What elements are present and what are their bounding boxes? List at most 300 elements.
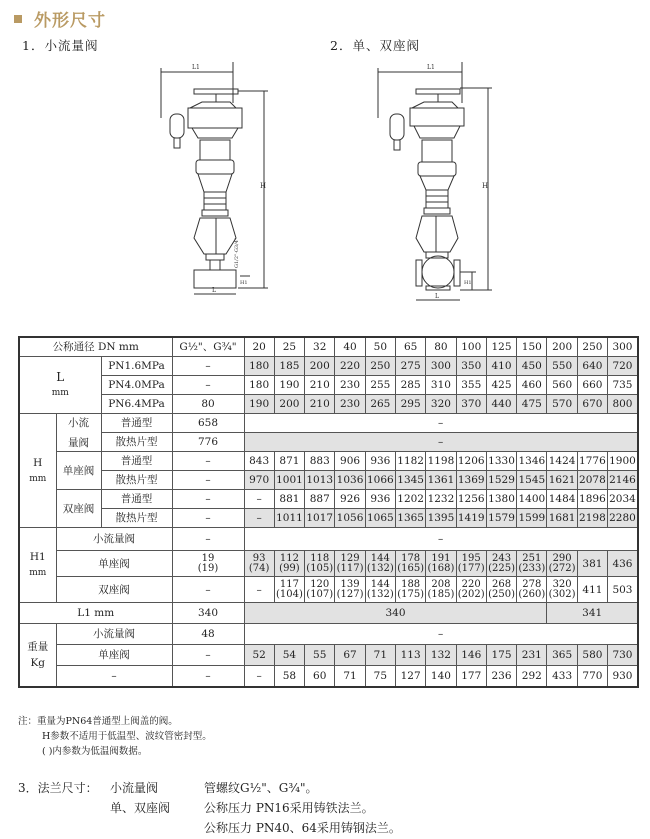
thread-cell: 340 (172, 603, 244, 624)
value-cell: 871 (274, 452, 304, 471)
value-cell: – (244, 490, 274, 509)
value-cell: 113 (395, 645, 425, 666)
value-cell: 185 (274, 357, 304, 376)
thread-cell: – (172, 528, 244, 551)
value-cell: 1202 (395, 490, 425, 509)
value-low-temp: (117) (336, 562, 364, 574)
type-label: 普通型 (101, 414, 172, 433)
value-cell (244, 551, 274, 577)
type-label: 单座阀 (56, 645, 172, 666)
header-dn: 80 (426, 337, 456, 357)
value-cell: 670 (577, 395, 607, 414)
value-cell: 411 (577, 577, 607, 603)
figure-2-label: 2．单、双座阀 (330, 38, 420, 53)
value-cell: 1365 (395, 509, 425, 528)
table-row (19, 551, 638, 577)
header-dn: 25 (274, 337, 304, 357)
value-cell (486, 577, 516, 603)
value-cell: 275 (395, 357, 425, 376)
l1-label: L1 mm (19, 603, 172, 624)
value-main: 120 (310, 578, 330, 590)
h-group-label (19, 414, 56, 528)
value-cell: 1182 (395, 452, 425, 471)
table-row (19, 624, 638, 645)
thread-cell: – (172, 509, 244, 528)
value-cell: 1380 (486, 490, 516, 509)
value-cell: 180 (244, 357, 274, 376)
value-low-temp: (105) (306, 562, 334, 574)
type-label: – (56, 666, 172, 687)
value-cell: 2146 (608, 471, 638, 490)
svg-text:L: L (435, 293, 439, 300)
value-low-temp: (233) (518, 562, 546, 574)
value-cell: 1232 (426, 490, 456, 509)
value-cell (274, 577, 304, 603)
pn-label: PN6.4MPa (101, 395, 172, 414)
thread-cell: – (172, 357, 244, 376)
value-cell: 936 (365, 452, 395, 471)
value-cell: 1330 (486, 452, 516, 471)
value-cell: 1206 (456, 452, 486, 471)
value-cell (395, 551, 425, 577)
flange-row (18, 818, 401, 838)
type-label: 小流量阀 (56, 528, 172, 551)
value-cell: 770 (577, 666, 607, 687)
value-cell: 365 (547, 645, 577, 666)
value-cell: 180 (244, 376, 274, 395)
value-cell: 1065 (365, 509, 395, 528)
value-cell (365, 577, 395, 603)
svg-text:L: L (212, 287, 216, 294)
header-dn: 40 (335, 337, 365, 357)
value-main: 320 (552, 578, 572, 590)
value-cell: – (244, 666, 274, 687)
value-cell (335, 551, 365, 577)
span-cell: – (244, 528, 638, 551)
pn-label: PN1.6MPa (101, 357, 172, 376)
value-main: 243 (491, 552, 512, 564)
thread-cell: – (172, 490, 244, 509)
flange-desc: 公称压力 PN40、64采用铸钢法兰。 (204, 821, 401, 835)
value-cell: 381 (577, 551, 607, 577)
value-cell: 300 (426, 357, 456, 376)
table-row (19, 452, 638, 471)
thread-cell (172, 551, 244, 577)
value-cell: 350 (456, 357, 486, 376)
value-cell: 1484 (547, 490, 577, 509)
value-cell (335, 577, 365, 603)
thread-cell: 776 (172, 433, 244, 452)
flange-desc: 公称压力 PN16采用铸铁法兰。 (204, 801, 374, 815)
h-unit: mm (29, 473, 47, 484)
header-thread: G½"、G¾" (172, 337, 244, 357)
svg-text:L1: L1 (427, 64, 435, 71)
weight-label: 重量 (27, 640, 49, 653)
value-cell (274, 551, 304, 577)
value-cell: 1346 (517, 452, 547, 471)
header-dn: 200 (547, 337, 577, 357)
value-cell: 887 (305, 490, 335, 509)
value-cell (395, 577, 425, 603)
svg-text:G1/2"·G3/4": G1/2"·G3/4" (234, 237, 240, 268)
note-line: H参数不适用于低温型、波纹管密封型。 (42, 731, 212, 742)
value-cell: 1256 (456, 490, 486, 509)
value-main: 251 (522, 552, 542, 564)
value-low-temp: (74) (248, 562, 270, 574)
value-cell (456, 551, 486, 577)
table-notes (18, 714, 212, 759)
value-cell: 1198 (426, 452, 456, 471)
value-cell: 210 (305, 395, 335, 414)
small-flow-valve-drawing (150, 58, 290, 318)
value-low-temp: (175) (397, 588, 425, 600)
value-cell: 200 (274, 395, 304, 414)
value-cell: 1900 (608, 452, 638, 471)
flange-row (18, 798, 401, 818)
type-label: 散热片型 (101, 509, 172, 528)
table-header-row (19, 337, 638, 357)
value-cell: 236 (486, 666, 516, 687)
table-row (19, 357, 638, 376)
value-cell: 2078 (577, 471, 607, 490)
value-cell: 660 (577, 376, 607, 395)
value-cell: 55 (305, 645, 335, 666)
value-cell: 190 (274, 376, 304, 395)
value-cell (305, 551, 335, 577)
single-seat-label: 单座阀 (56, 452, 101, 490)
section-title (14, 6, 106, 31)
section-title-text: 外形尺寸 (34, 11, 106, 31)
value-cell: 230 (335, 395, 365, 414)
double-seat-label: 双座阀 (56, 490, 101, 528)
flange-section (18, 778, 401, 838)
weight-group-label (19, 624, 56, 687)
single-double-seat-valve-drawing (372, 58, 512, 318)
value-cell: 1017 (305, 509, 335, 528)
value-cell: 54 (274, 645, 304, 666)
value-cell: 71 (335, 666, 365, 687)
value-cell: 640 (577, 357, 607, 376)
table-row (19, 603, 638, 624)
value-cell: 1400 (517, 490, 547, 509)
span-cell: – (244, 433, 638, 452)
value-cell: 906 (335, 452, 365, 471)
value-cell: 1056 (335, 509, 365, 528)
value-cell: 1066 (365, 471, 395, 490)
value-cell: 1424 (547, 452, 577, 471)
value-cell: 1369 (456, 471, 486, 490)
small-flow-label-2: 量阀 (68, 436, 89, 449)
table-row (19, 414, 638, 433)
svg-text:H1: H1 (240, 280, 248, 286)
type-label: 散热片型 (101, 433, 172, 452)
value-cell (305, 577, 335, 603)
value-cell: 295 (395, 395, 425, 414)
value-main: 144 (370, 578, 390, 590)
value-cell: 1681 (547, 509, 577, 528)
header-dn: 150 (517, 337, 547, 357)
value-cell: 210 (305, 376, 335, 395)
svg-text:L1: L1 (192, 64, 200, 71)
value-cell: 265 (365, 395, 395, 414)
value-cell: 1013 (305, 471, 335, 490)
value-low-temp: (104) (276, 588, 303, 600)
small-flow-label (56, 414, 101, 452)
note-line: ( )内参数为低温阀数据。 (42, 746, 148, 757)
value-low-temp: (127) (336, 588, 364, 600)
value-cell: 200 (305, 357, 335, 376)
type-label: 小流量阀 (56, 624, 172, 645)
value-low-temp: (99) (279, 562, 300, 574)
value-cell: 1621 (547, 471, 577, 490)
value-low-temp: (272) (548, 562, 576, 574)
value-low-temp: (168) (427, 562, 455, 574)
value-cell: 503 (608, 577, 638, 603)
value-cell: 1011 (274, 509, 304, 528)
value-cell: 71 (365, 645, 395, 666)
flange-title: 3．法兰尺寸： (18, 781, 98, 795)
h1-group-label (19, 528, 56, 603)
thread-cell: 658 (172, 414, 244, 433)
thread-cell: 80 (172, 395, 244, 414)
value-cell: 550 (547, 357, 577, 376)
value-cell: 425 (486, 376, 516, 395)
value-cell: 730 (608, 645, 638, 666)
value-cell: 475 (517, 395, 547, 414)
thread-cell: – (172, 577, 244, 603)
value-cell: 2280 (608, 509, 638, 528)
value-low-temp: (202) (457, 588, 485, 600)
value-cell: 310 (426, 376, 456, 395)
h1-label: H1 (29, 551, 46, 563)
table-row (19, 577, 638, 603)
value-cell: 433 (547, 666, 577, 687)
value-cell: 1896 (577, 490, 607, 509)
table-row (19, 395, 638, 414)
flange-type (110, 818, 204, 838)
value-cell (547, 551, 577, 577)
value-cell: 410 (486, 357, 516, 376)
value-cell: 250 (365, 357, 395, 376)
thread-cell: – (172, 645, 244, 666)
flange-type: 单、双座阀 (110, 801, 171, 815)
square-bullet-icon (14, 15, 22, 23)
value-cell: 883 (305, 452, 335, 471)
value-cell (426, 577, 456, 603)
value-cell: 440 (486, 395, 516, 414)
value-main: 268 (491, 578, 512, 590)
svg-text:H1: H1 (464, 280, 472, 286)
value-low-temp: (260) (518, 588, 546, 600)
value-cell: 231 (517, 645, 547, 666)
type-label: 普通型 (101, 490, 172, 509)
value-cell: 1036 (335, 471, 365, 490)
value-cell: 1579 (486, 509, 516, 528)
value-main: 278 (522, 578, 542, 590)
value-low-temp: (302) (548, 588, 576, 600)
value-low-temp: (185) (427, 588, 455, 600)
value-low-temp: (132) (366, 588, 394, 600)
l-label: L (56, 370, 65, 384)
type-label: 单座阀 (56, 551, 172, 577)
table-row (19, 433, 638, 452)
value-main: 195 (461, 552, 481, 564)
type-label: 双座阀 (56, 577, 172, 603)
header-dn: 50 (365, 337, 395, 357)
value-low-temp: (132) (366, 562, 394, 574)
value-cell: 140 (426, 666, 456, 687)
value-cell: 2198 (577, 509, 607, 528)
span-cell: – (244, 624, 638, 645)
h1-unit: mm (29, 568, 47, 578)
value-cell: 58 (274, 666, 304, 687)
thread-cell: – (172, 376, 244, 395)
value-cell (486, 551, 516, 577)
header-dn: 65 (395, 337, 425, 357)
thread-cell: – (172, 666, 244, 687)
value-cell: 220 (335, 357, 365, 376)
value-cell: 255 (365, 376, 395, 395)
table-row (19, 376, 638, 395)
value-cell: 355 (456, 376, 486, 395)
value-cell (517, 551, 547, 577)
value-main: 208 (431, 578, 451, 590)
thread-cell: – (172, 452, 244, 471)
value-cell: 292 (517, 666, 547, 687)
value-cell: 132 (426, 645, 456, 666)
svg-text:H: H (260, 182, 267, 190)
value-main: 112 (279, 552, 299, 564)
thread-cell: 48 (172, 624, 244, 645)
value-cell: 1529 (486, 471, 516, 490)
value-main: 118 (310, 552, 330, 564)
value-cell: 720 (608, 357, 638, 376)
value-cell: 1545 (517, 471, 547, 490)
value-main: 178 (401, 552, 421, 564)
thread-cell: – (172, 471, 244, 490)
value-cell: 177 (456, 666, 486, 687)
value-cell: 970 (244, 471, 274, 490)
l-unit: mm (51, 388, 69, 398)
small-flow-label-1: 小流 (68, 416, 89, 429)
value-cell (547, 577, 577, 603)
header-dn: 100 (456, 337, 486, 357)
value-cell: 320 (426, 395, 456, 414)
value-cell: 60 (305, 666, 335, 687)
value-main: 290 (552, 552, 572, 564)
h-label: H (33, 456, 43, 469)
note-line: 注：重量为PN64普通型上阀盖的阀。 (18, 716, 178, 727)
pn-label: PN4.0MPa (101, 376, 172, 395)
value-cell: 370 (456, 395, 486, 414)
value-main: 220 (461, 578, 481, 590)
flange-type: 小流量阀 (110, 781, 159, 795)
value-cell: 67 (335, 645, 365, 666)
value-low-temp: (250) (488, 588, 515, 600)
value-low-temp: (107) (306, 588, 334, 600)
value-cell: 1001 (274, 471, 304, 490)
span-cell: 340 (244, 603, 547, 624)
table-row (19, 528, 638, 551)
value-cell: 1345 (395, 471, 425, 490)
table-row (19, 666, 638, 687)
value-cell: 52 (244, 645, 274, 666)
value-cell: 1599 (517, 509, 547, 528)
span-cell: – (244, 414, 638, 433)
value-main: 191 (431, 552, 451, 564)
value-cell: 570 (547, 395, 577, 414)
figure-1-label: 1．小流量阀 (22, 38, 99, 53)
value-main: 19 (201, 552, 215, 564)
value-main: 188 (401, 578, 421, 590)
header-dn-label: 公称通径 DN mm (19, 337, 172, 357)
dimension-table (18, 336, 639, 688)
weight-unit: Kg (30, 656, 46, 669)
value-cell: 1361 (426, 471, 456, 490)
flange-desc: 管螺纹G½"、G¾"。 (204, 781, 318, 795)
value-cell: 800 (608, 395, 638, 414)
header-dn: 250 (577, 337, 607, 357)
value-cell: 930 (608, 666, 638, 687)
value-main: 144 (370, 552, 390, 564)
span-cell: 341 (547, 603, 638, 624)
table-row (19, 471, 638, 490)
svg-text:H: H (482, 182, 489, 190)
type-label: 普通型 (101, 452, 172, 471)
table-row (19, 509, 638, 528)
value-cell: 881 (274, 490, 304, 509)
value-cell: 285 (395, 376, 425, 395)
value-main: 117 (279, 578, 299, 590)
value-cell: 580 (577, 645, 607, 666)
value-cell: 175 (486, 645, 516, 666)
value-cell: 460 (517, 376, 547, 395)
value-cell: 1419 (456, 509, 486, 528)
value-cell: – (244, 509, 274, 528)
value-cell (365, 551, 395, 577)
value-cell: 146 (456, 645, 486, 666)
value-low-temp: (19) (197, 562, 219, 574)
header-dn: 125 (486, 337, 516, 357)
value-cell: 735 (608, 376, 638, 395)
value-cell: 1776 (577, 452, 607, 471)
value-cell: 450 (517, 357, 547, 376)
header-dn: 20 (244, 337, 274, 357)
value-main: 129 (340, 552, 360, 564)
value-cell: 843 (244, 452, 274, 471)
value-cell: – (244, 577, 274, 603)
value-cell: 936 (365, 490, 395, 509)
flange-row (18, 778, 401, 798)
value-low-temp: (225) (488, 562, 515, 574)
value-cell: 2034 (608, 490, 638, 509)
value-cell (456, 577, 486, 603)
value-low-temp: (177) (457, 562, 485, 574)
table-row (19, 490, 638, 509)
value-cell: 75 (365, 666, 395, 687)
value-cell: 436 (608, 551, 638, 577)
header-dn: 300 (608, 337, 638, 357)
value-cell: 127 (395, 666, 425, 687)
value-main: 139 (340, 578, 360, 590)
value-main: 93 (252, 552, 266, 564)
value-cell: 230 (335, 376, 365, 395)
l-group-label (19, 357, 101, 414)
table-row (19, 645, 638, 666)
value-cell: 190 (244, 395, 274, 414)
header-dn: 32 (305, 337, 335, 357)
value-cell: 1395 (426, 509, 456, 528)
